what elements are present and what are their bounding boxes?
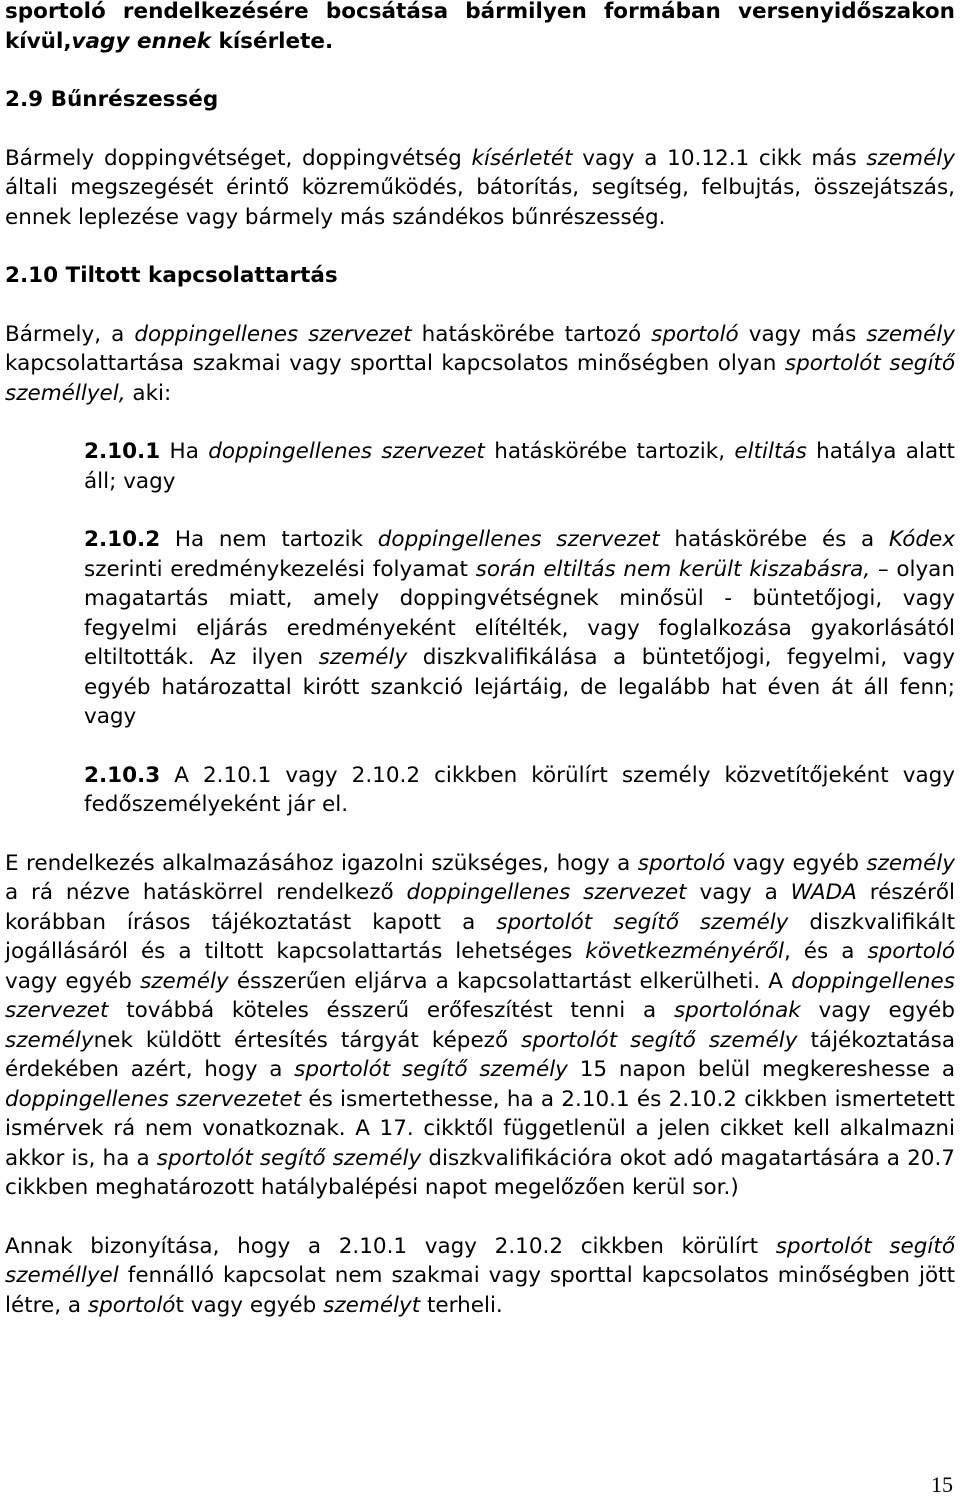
text-segment: 2.10 Tiltott kapcsolattartás — [5, 263, 338, 288]
text-segment: E rendelkezés alkalmazásához igazolni szükséges, hogy a — [5, 850, 638, 876]
text-segment: ésszerűen eljárva a kapcsolattartást elkerülheti. A — [228, 968, 792, 994]
italic-text: személy — [140, 968, 229, 994]
text-segment: tájékoztatása érdekében azért, hogy a — [5, 1027, 955, 1082]
text-segment: hatáskörébe tartozó — [411, 321, 652, 347]
text-segment: 2.9 Bűnrészesség — [5, 87, 219, 112]
text-segment: Annak bizonyítása, hogy a 2.10.1 vagy 2.10.2 cikkben körülírt — [5, 1233, 776, 1259]
text-segment: hatálya alatt áll; vagy — [84, 439, 955, 494]
italic-text: sportolót segítő személlyel, — [5, 351, 955, 406]
italic-text: személyt — [323, 1292, 421, 1318]
italic-text: sportolónak — [673, 998, 801, 1023]
text-segment: diszkvalifikációra okot adó magatartására a 20.7 cikkben meghatározott hatálybalépési napot megelőzően kerül sor.) — [5, 1145, 955, 1200]
spacer — [5, 496, 955, 525]
text-segment: , és a — [783, 939, 868, 964]
italic-text: Kódex — [888, 527, 955, 552]
text-segment: t vagy egyéb — [175, 1292, 324, 1318]
bold-text: 2.10.2 — [84, 527, 161, 552]
italic-text: személy — [318, 645, 408, 670]
text-segment: kapcsolattartása szakmai vagy sporttal kapcsolatos minőségben olyan — [5, 351, 785, 376]
italic-text: doppingellenes szervezet — [134, 321, 412, 347]
italic-text: doppingellenes szervezet — [406, 880, 687, 905]
text-segment: kísérlete. — [211, 28, 334, 54]
italic-text: sportolót segítő személy — [294, 1057, 568, 1082]
text-segment: és ismertethesse, ha a 2.10.1 és 2.10.2 cikkben ismertetett ismérvek rá nem vonatkoznak. A 17. cikktől függetlenül a jelen cikket kell alkalmazni akkor is, ha a — [5, 1086, 955, 1171]
text-segment: hatáskörébe tartozik, — [484, 439, 735, 464]
spacer — [5, 232, 955, 261]
spacer — [5, 56, 955, 85]
text-segment: sportoló rendelkezésére bocsátása bármilyen formában versenyidőszakon kívül, — [5, 0, 955, 54]
text-segment: nek küldött értesítés tárgyát képező — [93, 1027, 522, 1053]
text-segment: vagy egyéb — [800, 998, 955, 1023]
heading-2-9 — [5, 85, 955, 115]
para-intro-fragment — [5, 0, 955, 56]
text-segment: a rá nézve hatáskörrel rendelkező — [5, 880, 407, 905]
italic-text: következményéről — [585, 939, 784, 964]
text-segment: Bármely, a — [5, 321, 135, 347]
italic-text: doppingellenes szervezet — [377, 527, 660, 552]
text-segment: vagy egyéb — [725, 850, 867, 876]
bold-text: 2.10.1 — [84, 439, 161, 464]
italic-text: vagy ennek — [71, 28, 212, 54]
italic-text: sportoló — [637, 850, 726, 876]
text-segment: általi megszegését érintő közreműködés, bátorítás, segítség, felbujtás, összejátszás, ennek leplezése vagy bármely más szándékos bűnrészesség. — [5, 175, 955, 230]
para-2-10 — [5, 320, 955, 409]
spacer — [5, 408, 955, 437]
italic-text: sportolót segítő személy — [521, 1027, 798, 1053]
italic-text: sportoló — [651, 321, 739, 347]
para-2-9 — [5, 144, 955, 233]
para-2-10-3 — [84, 761, 955, 820]
spacer — [5, 291, 955, 320]
text-segment: továbbá köteles ésszerű erőfeszítést tenni a — [108, 998, 674, 1023]
document-page — [5, 0, 955, 1320]
para-burden-of-proof — [5, 1232, 955, 1321]
italic-text: során eltiltás nem került kiszabásra, — [475, 556, 871, 582]
text-segment: – olyan magatartás miatt, amely doppingvétségnek minősül - büntetőjogi, vagy fegyelmi eljárás eredményeként elítélték, vagy foglalkozása gyakorlásától eltiltották. Az ilyen — [84, 556, 955, 670]
italic-text: sportolót segítő személy — [156, 1145, 422, 1171]
text-segment: vagy más — [738, 321, 867, 347]
page-number: 15 — [931, 1472, 953, 1497]
text-segment: 15 napon belül megkereshesse a — [567, 1057, 955, 1082]
text-segment: Bármely doppingvétséget, doppingvétség — [5, 145, 472, 171]
text-segment: Ha nem tartozik — [160, 527, 378, 552]
text-segment: szerinti eredménykezelési folyamat — [84, 556, 476, 582]
para-notice — [5, 849, 955, 1203]
text-segment: diszkvalifikált jogállásáról és a tiltott kapcsolattartás lehetséges — [5, 909, 955, 964]
spacer — [5, 820, 955, 849]
para-2-10-2 — [84, 525, 955, 732]
italic-text: sportoló — [87, 1292, 176, 1318]
italic-text: eltiltás — [734, 439, 807, 464]
italic-text: sportolót segítő személlyel — [5, 1233, 955, 1288]
text-segment: A 2.10.1 vagy 2.10.2 cikkben körülírt személy közvetítőjeként vagy fedőszemélyeként jár el. — [84, 762, 955, 817]
bold-text: 2.10.3 — [84, 762, 161, 788]
text-segment: terheli. — [420, 1292, 503, 1318]
spacer — [5, 1203, 955, 1232]
italic-text: személy — [866, 850, 955, 876]
italic-text: WADA — [790, 880, 857, 905]
spacer — [5, 115, 955, 144]
italic-text: sportolót segítő személy — [496, 909, 789, 935]
italic-text: személy — [866, 145, 955, 171]
italic-text: doppingellenes szervezet — [5, 968, 955, 1023]
italic-text: kísérletét — [471, 145, 573, 171]
italic-text: doppingellenes szervezet — [208, 439, 485, 464]
heading-2-10 — [5, 261, 955, 291]
italic-text: személy — [5, 1027, 94, 1053]
text-segment: vagy egyéb — [5, 968, 141, 994]
text-segment: vagy a 10.12.1 cikk más — [572, 145, 867, 171]
italic-text: személy — [866, 321, 955, 347]
italic-text: sportoló — [867, 939, 955, 964]
text-segment: vagy a — [686, 880, 791, 905]
text-segment: fennálló kapcsolat nem szakmai vagy sporttal kapcsolatos minőségben jött létre, a — [5, 1263, 955, 1318]
para-2-10-1 — [84, 437, 955, 496]
text-segment: aki: — [125, 380, 172, 406]
text-segment: hatáskörébe és a — [659, 527, 889, 552]
spacer — [5, 732, 955, 761]
text-segment: diszkvalifikálása a büntetőjogi, fegyelmi, vagy egyéb határozattal kirótt szankció lejártáig, de legalább hat éven át áll fenn; vagy — [84, 645, 955, 729]
text-segment: részéről korábban írásos tájékoztatást kapott a — [5, 880, 955, 935]
text-segment: Ha — [160, 439, 209, 464]
italic-text: doppingellenes szervezetet — [5, 1086, 302, 1112]
